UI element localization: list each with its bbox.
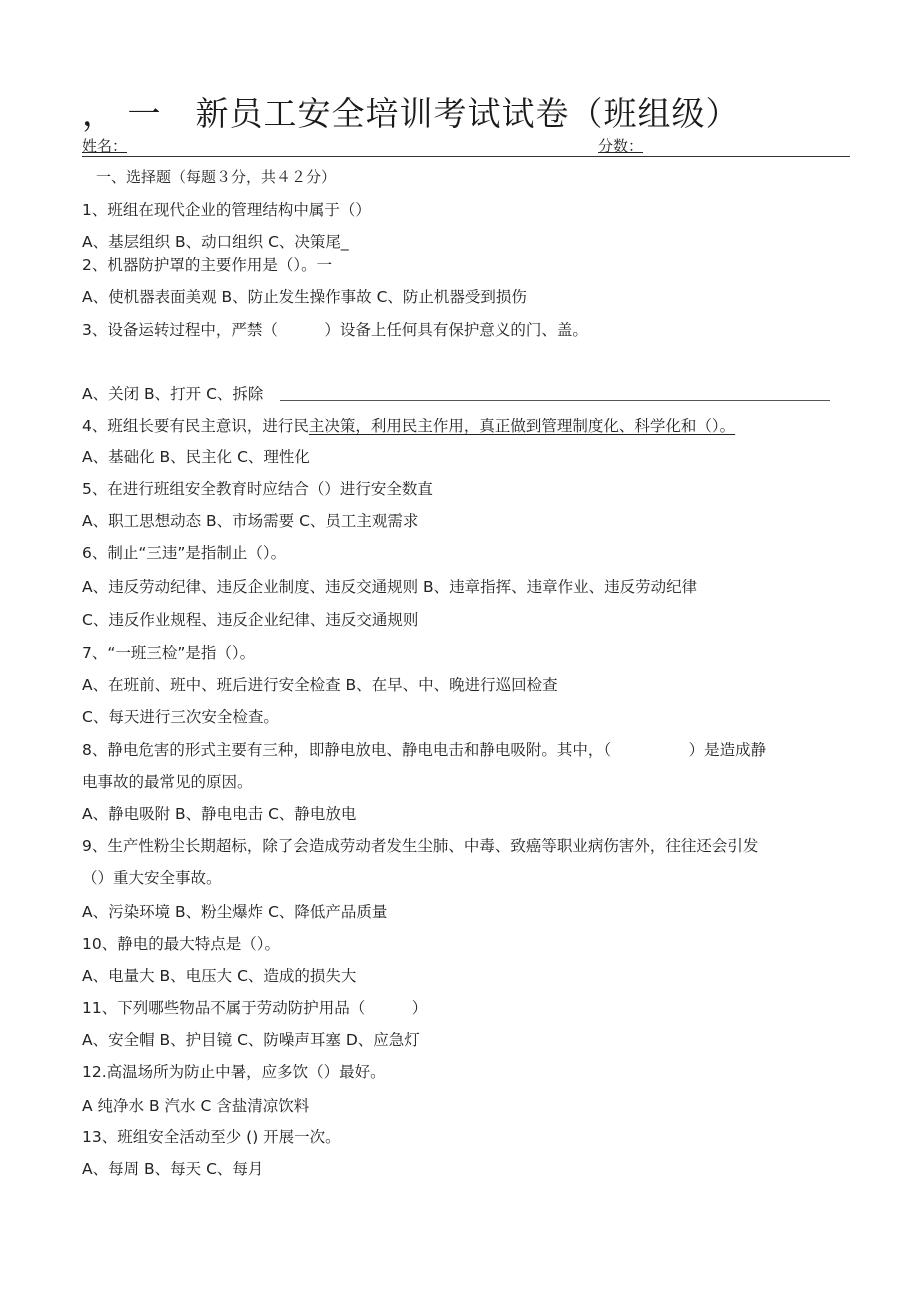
score-label: 分数： — [598, 137, 644, 155]
question-1-options: A、基层组织 B、动口组织 C、决策尾_ — [82, 233, 349, 251]
question-2-options: A、使机器表面美观 B、防止发生操作事故 C、防止机器受到损伤 — [82, 288, 527, 306]
question-9: 9、生产性粉尘长期超标，除了会造成劳动者发生尘肺、中毒、致癌等职业病伤害外，往往还会引发 — [82, 837, 759, 855]
question-10: 10、静电的最大特点是（）。 — [82, 935, 280, 953]
answer-underline — [280, 400, 830, 401]
question-11: 11、下列哪些物品不属于劳动防护用品（ ） — [82, 999, 428, 1017]
question-5: 5、在进行班组安全教育时应结合（）进行安全数直 — [82, 480, 433, 498]
question-9-cont: （）重大安全事故。 — [82, 869, 222, 887]
name-label: 姓名： — [82, 137, 128, 155]
question-3-options: A、关闭 B、打开 C、拆除 — [82, 385, 264, 403]
question-12-options: A 纯净水 B 汽水 C 含盐清凉饮料 — [82, 1097, 310, 1115]
question-6-options-1: A、违反劳动纪律、违反企业制度、违反交通规则 B、违章指挥、违章作业、违反劳动纪律 — [82, 578, 698, 596]
question-6-options-2: C、违反作业规程、违反企业纪律、违反交通规则 — [82, 611, 419, 629]
question-10-options: A、电量大 B、电压大 C、造成的损失大 — [82, 967, 357, 985]
exam-title: ， 一 新员工安全培训考试试卷（班组级） — [82, 94, 740, 133]
question-11-options: A、安全帽 B、护目镜 C、防噪声耳塞 D、应急灯 — [82, 1031, 420, 1049]
question-2: 2、机器防护罩的主要作用是（）。一 — [82, 256, 333, 274]
question-1: 1、班组在现代企业的管理结构中属于（） — [82, 201, 371, 219]
name-score-row — [82, 134, 850, 157]
question-7-options-2: C、每天进行三次安全检查。 — [82, 708, 279, 726]
question-9-options: A、污染环境 B、粉尘爆炸 C、降低产品质量 — [82, 903, 388, 921]
question-8-options: A、静电吸附 B、静电电击 C、静电放电 — [82, 805, 357, 823]
question-4 — [82, 416, 735, 436]
question-13: 13、班组安全活动至少 () 开展一次。 — [82, 1128, 341, 1146]
question-3: 3、设备运转过程中，严禁（ ）设备上任何具有保护意义的门、盖。 — [82, 321, 588, 339]
question-7-options-1: A、在班前、班中、班后进行安全检查 B、在早、中、晚进行巡回检查 — [82, 676, 558, 694]
section-heading: 一、选择题（每题３分，共４２分） — [96, 168, 337, 186]
question-8: 8、静电危害的形式主要有三种，即静电放电、静电电击和静电吸附。其中，（ ）是造成静 — [82, 741, 767, 759]
question-6: 6、制止“三违”是指制止（）。 — [82, 544, 287, 562]
question-12: 12.高温场所为防止中暑，应多饮（）最好。 — [82, 1063, 386, 1081]
question-5-options: A、职工思想动态 B、市场需要 C、员工主观需求 — [82, 512, 419, 530]
question-4-options: A、基础化 B、民主化 C、理性化 — [82, 448, 310, 466]
question-7: 7、“一班三检”是指（）。 — [82, 644, 256, 662]
question-4-part-2: 主决策，利用民主作用，真正做到管理制度化、科学化和（）。 — [308, 417, 736, 435]
question-13-options: A、每周 B、每天 C、每月 — [82, 1160, 264, 1178]
question-8-cont: 电事故的最常见的原因。 — [82, 773, 253, 791]
question-4-part-1: 4、班组长要有民主意识，进行民 — [82, 417, 309, 435]
